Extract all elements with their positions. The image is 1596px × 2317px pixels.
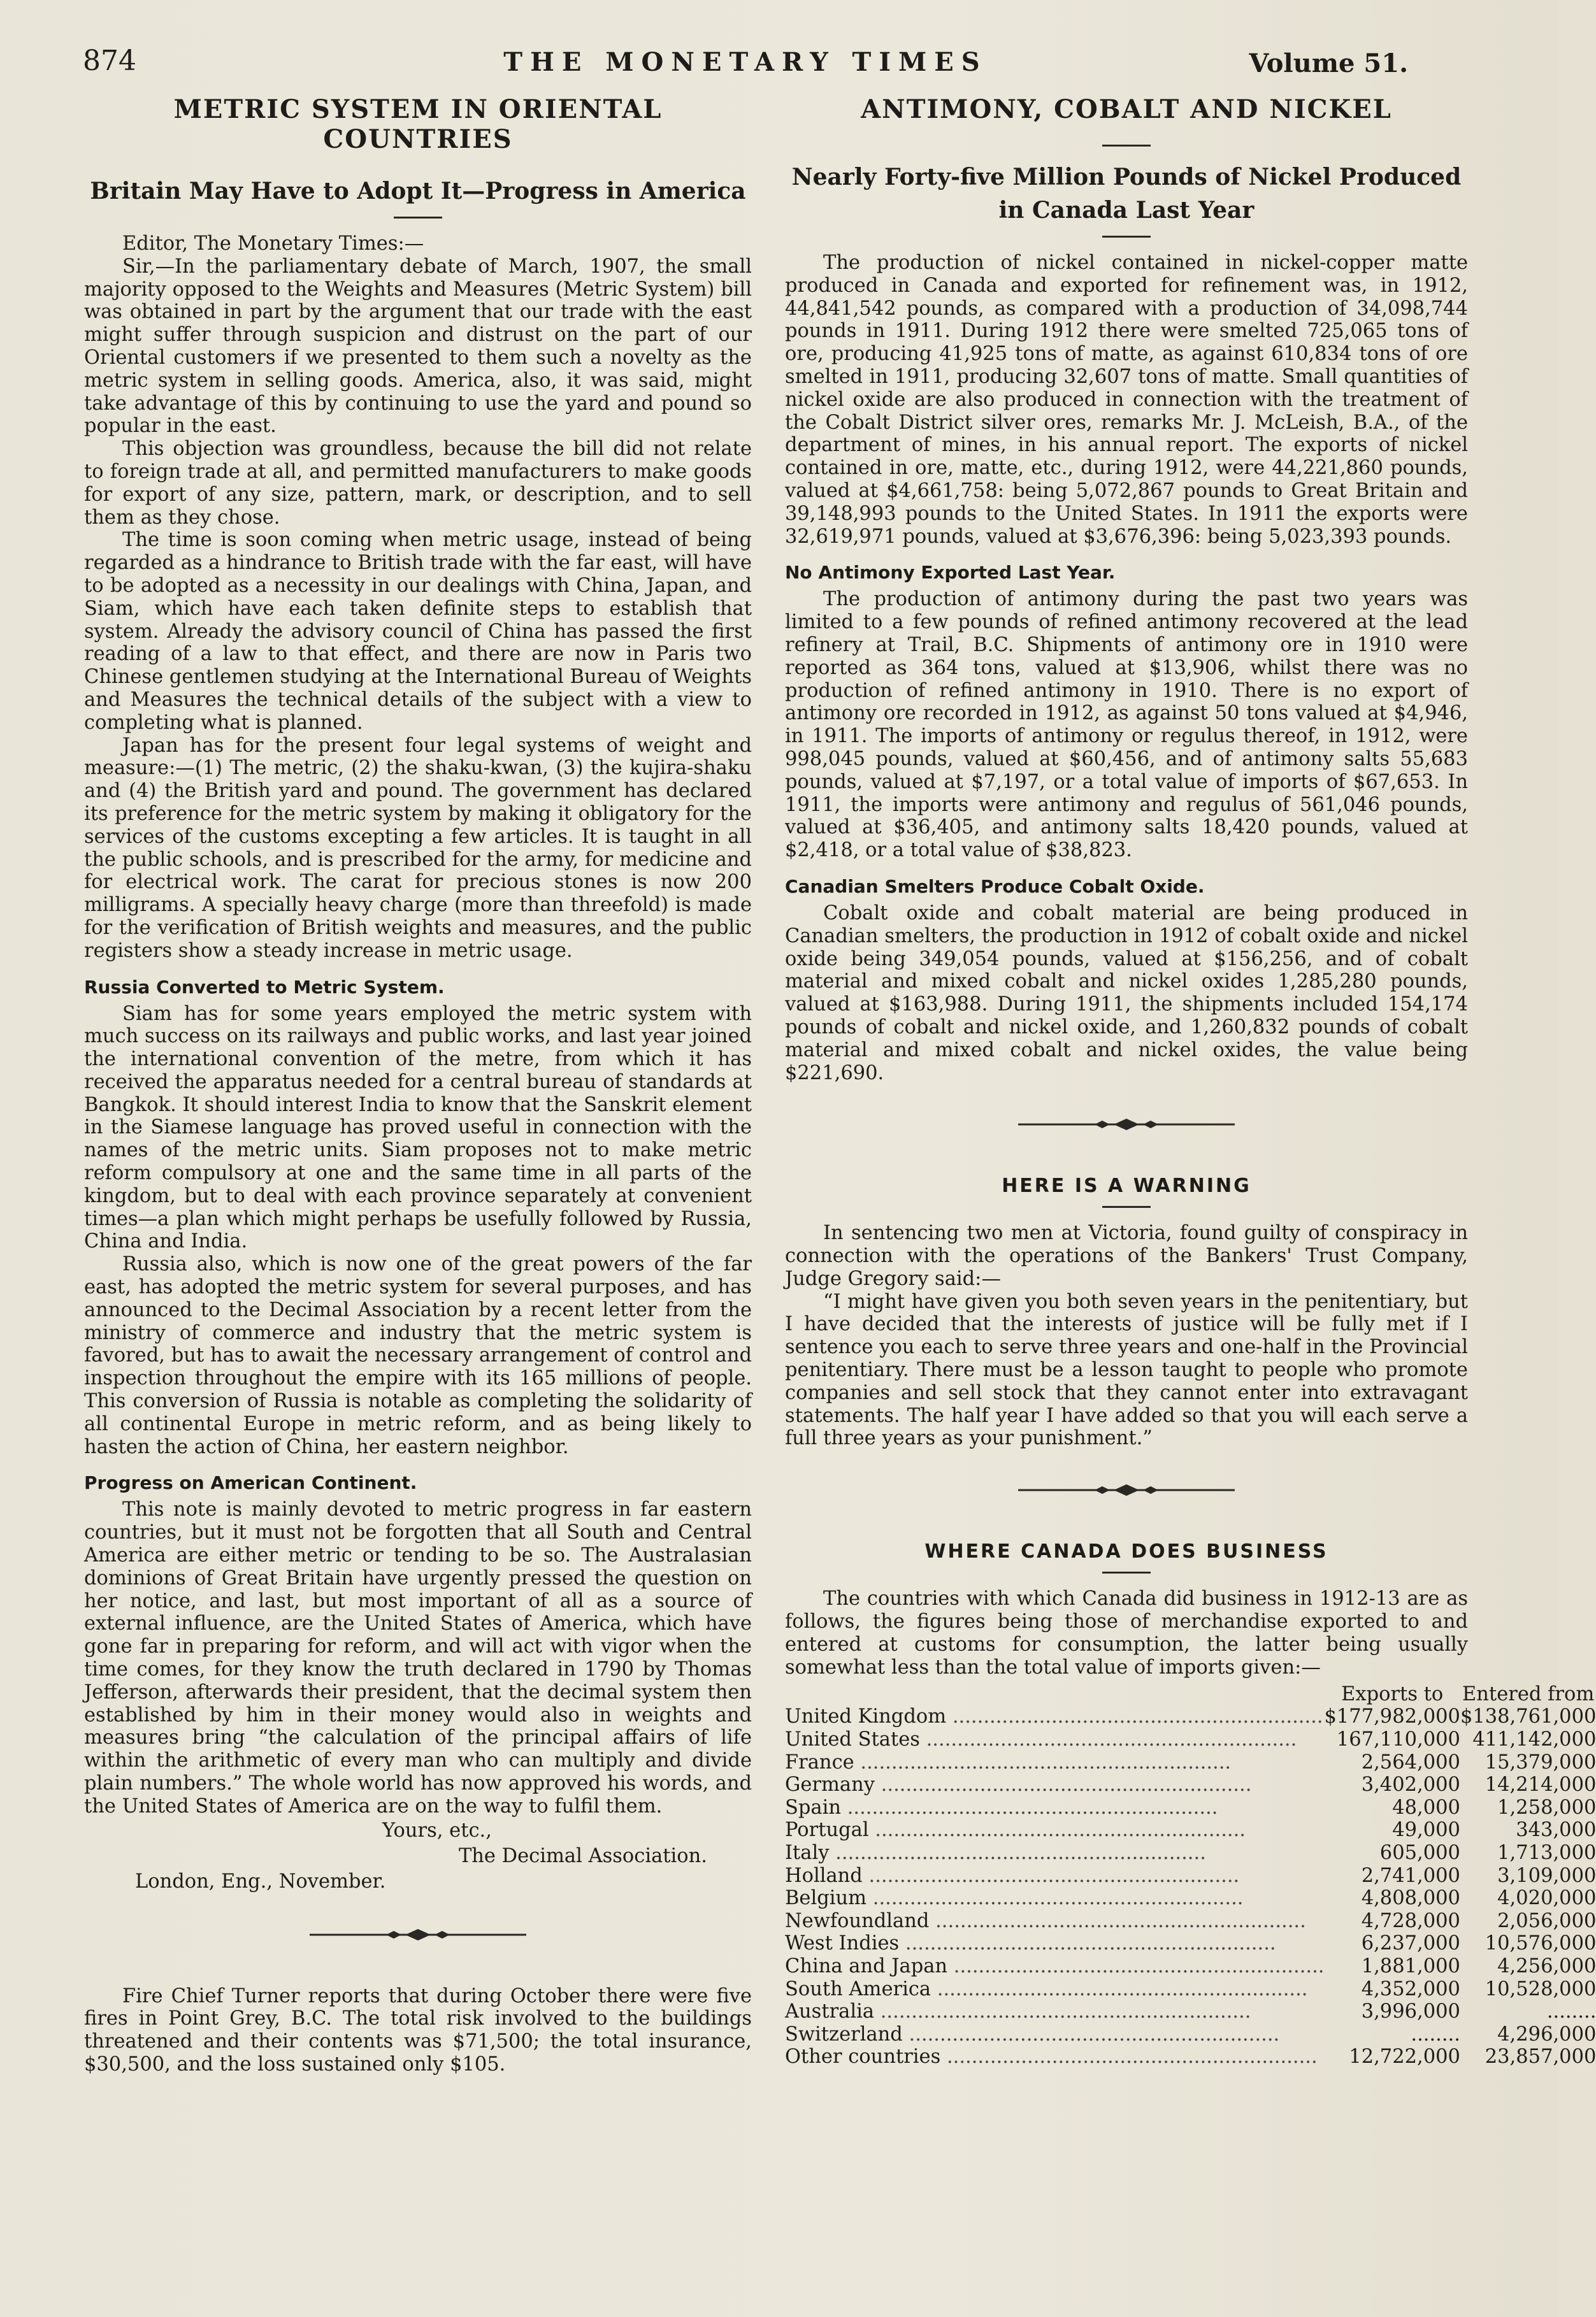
- entered-cell: 4,256,000: [1497, 1955, 1596, 1977]
- paragraph: This objection was groundless, because the bill did not relate to foreign trade at all, and permitted manufacturers to make goods for export of any size, pattern, mark, or description, and to sell them as they chose.: [84, 438, 752, 529]
- leader-dots: ............................................................: [866, 1887, 1244, 1910]
- table-row: [785, 1910, 1596, 1933]
- metric-article-subtitle: Britain May Have to Adopt It—Progress in America: [90, 178, 746, 204]
- leader-dots: ............................................................: [940, 2046, 1318, 2069]
- table-row: [785, 1728, 1596, 1751]
- entered-cell: 411,142,000: [1472, 1728, 1596, 1751]
- divider: [394, 217, 442, 219]
- leader-dots: ............................................................: [854, 1751, 1232, 1774]
- country-name: China and Japan: [785, 1955, 948, 1977]
- leader-dots: ............................................................: [929, 1909, 1306, 1932]
- country-name: Belgium: [785, 1887, 867, 1910]
- business-title: WHERE CANADA DOES BUSINESS: [924, 1540, 1328, 1563]
- paragraph: Fire Chief Turner reports that during October there were five fires in Point Grey, B.C. The total risk involved to the buildings threatened and their contents was $71,500; the total insurance, $30,500, and the loss sustained only $105.: [84, 1984, 752, 2076]
- left-column: [84, 94, 752, 2076]
- table-row: [785, 1751, 1596, 1774]
- country-cell: [785, 1728, 1324, 1751]
- leader-dots: ............................................................: [902, 2023, 1280, 2046]
- country-name: Germany: [785, 1774, 875, 1797]
- country-cell: [785, 2000, 1324, 2023]
- paragraph: The countries with which Canada did business in 1912-13 are as follows, the figures being those of merchandise exported to and entered at customs for consumption, the latter being usually somewhat less than the total value of imports given:—: [785, 1588, 1468, 1679]
- entered-cell: ........: [1546, 2000, 1596, 2023]
- entered-cell: 4,020,000: [1497, 1887, 1596, 1910]
- exports-cell: 2,564,000: [1361, 1751, 1460, 1774]
- leader-dots: ............................................................: [862, 1864, 1240, 1887]
- entered-cell: $138,761,000: [1460, 1705, 1596, 1728]
- exports-cell: 49,000: [1392, 1819, 1460, 1842]
- divider: [1102, 145, 1151, 147]
- trade-table-body: [785, 1705, 1596, 2069]
- leader-dots: ............................................................: [919, 1728, 1297, 1751]
- entered-cell: 1,258,000: [1497, 1796, 1596, 1819]
- leader-dots: ............................................................: [947, 1955, 1325, 1977]
- country-name: Spain: [785, 1796, 842, 1819]
- section-heading: Progress on American Continent.: [84, 1472, 417, 1494]
- country-name: United States: [785, 1728, 920, 1751]
- country-name: United Kingdom: [785, 1705, 947, 1728]
- table-row: [785, 1705, 1596, 1728]
- page-header: [83, 45, 1408, 83]
- paragraph: Siam has for some years employed the metric system with much success on its railways and public works, and last year joined the international convention of the metre, from which it has received the apparatus needed for a central bureau of standards at Bangkok. It should interest India to know that the Sanskrit element in the Siamese language has proved useful in connection with the names of the metric units. Siam proposes not to make metric reform compulsory at one and the same time in all parts of the kingdom, but to deal with each province separately at convenient times—a plan which might perhaps be usefully followed by Russia, China and India.: [84, 1002, 752, 1253]
- divider: [1102, 1572, 1151, 1574]
- leader-dots: ............................................................: [946, 1705, 1323, 1728]
- table-row: [785, 2023, 1596, 2046]
- paragraph: The time is soon coming when metric usage, instead of being regarded as a hindrance to British trade with the far east, will have to be adopted as a necessity in our dealings with China, Japan, and Siam, which have each taken definite steps to establish that system. Already the advisory council of China has passed the first reading of a law to that effect, and there are now in Paris two Chinese gentlemen studying at the International Bureau of Weights and Measures the technical details of the subject with a view to completing what is planned.: [84, 529, 752, 734]
- entered-header: Entered from: [1462, 1683, 1595, 1706]
- leader-dots: ............................................................: [841, 1796, 1218, 1819]
- paragraph: In sentencing two men at Victoria, found guilty of conspiracy in connection with the operations of the Bankers' Trust Company, Judge Gregory said:—: [785, 1222, 1468, 1290]
- country-cell: [785, 1774, 1324, 1797]
- paragraph: The production of antimony during the past two years was limited to a few pounds of refined antimony recovered at the lead refinery at Trail, B.C. Shipments of antimony ore in 1910 were reported as 364 tons, valued at $13,906, whilst there was no production of refined antimony in 1910. There is no export of antimony ore recorded in 1912, as against 50 tons valued at $4,946, in 1911. The imports of antimony or regulus thereof, in 1912, were 998,045 pounds, valued at $60,456, and of antimony salts 55,683 pounds, valued at $7,197, or a total value of imports of $67,653. In 1911, the imports were antimony and regulus of 561,046 pounds, valued at $36,405, and antimony salts 18,420 pounds, valued at $2,418, or a total value of $38,823.: [785, 588, 1468, 862]
- exports-cell: 6,237,000: [1361, 1932, 1460, 1955]
- leader-dots: ............................................................: [931, 1977, 1308, 2000]
- country-name: Newfoundland: [785, 1909, 930, 1932]
- table-row: [785, 2046, 1596, 2069]
- country-name: Switzerland: [785, 2023, 903, 2046]
- entered-cell: 4,296,000: [1497, 2023, 1596, 2046]
- country-name: Other countries: [785, 2046, 941, 2069]
- divider: [1102, 1206, 1151, 1208]
- country-cell: [785, 1842, 1324, 1865]
- salutation: Editor, The Monetary Times:—: [122, 233, 424, 255]
- exports-cell: 167,110,000: [1336, 1728, 1460, 1751]
- exports-cell: 4,808,000: [1361, 1887, 1460, 1910]
- leader-dots: ............................................................: [829, 1842, 1206, 1865]
- metric-article-title: METRIC SYSTEM IN ORIENTAL COUNTRIES: [173, 94, 663, 154]
- paragraph: The production of nickel contained in nickel-copper matte produced in Canada and exported for refinement was, in 1912, 44,841,542 pounds, as compared with a production of 34,098,744 pounds in 1911. During 1912 there were smelted 725,065 tons of ore, producing 41,925 tons of matte, as against 610,834 tons of ore smelted in 1911, producing 32,607 tons of matte. Small quantities of nickel oxide are also produced in connection with the treatment of the Cobalt District silver ores, remarks Mr. J. McLeish, B.A., of the department of mines, in his annual report. The exports of nickel contained in ore, matte, etc., during 1912, were 44,221,860 pounds, valued at $4,661,758: being 5,072,867 pounds to Great Britain and 39,148,993 pounds to the United States. In 1911 the exports were 32,619,971 pounds, valued at $3,676,396: being 5,023,393 pounds.: [785, 252, 1468, 548]
- exports-cell: $177,982,000: [1324, 1705, 1460, 1728]
- entered-cell: 343,000: [1516, 1819, 1596, 1842]
- exports-cell: 1,881,000: [1361, 1955, 1460, 1977]
- trade-table: [785, 1684, 1596, 2069]
- country-cell: [785, 1978, 1324, 2001]
- country-name: Australia: [785, 2000, 875, 2023]
- table-row: [785, 1978, 1596, 2001]
- ornament-divider: [1018, 1481, 1235, 1500]
- signature-place: London, Eng., November.: [135, 1870, 386, 1893]
- entered-cell: 15,379,000: [1485, 1751, 1596, 1774]
- page-number: 874: [83, 45, 136, 77]
- table-row: [785, 2000, 1596, 2023]
- table-row: [785, 1887, 1596, 1910]
- nickel-article-subtitle: Nearly Forty-five Million Pounds of Nickel Produced in Canada Last Year: [791, 164, 1462, 224]
- country-name: Portugal: [785, 1819, 869, 1842]
- country-name: Holland: [785, 1864, 863, 1887]
- entered-cell: 10,528,000: [1485, 1977, 1596, 2000]
- paragraph: Russia also, which is now one of the great powers of the far east, has adopted the metric system for several purposes, and has announced to the Decimal Association by a recent letter from the ministry of commerce and industry that the metric system is favored, but has to await the necessary arrangement of control and inspection throughout the empire with its 165 millions of people. This conversion of Russia is notable as completing the solidarity of all continental Europe in metric reform, and as being likely to hasten the action of China, her eastern neighbor.: [84, 1253, 752, 1458]
- country-cell: [785, 1797, 1324, 1819]
- volume-label: Volume 51.: [1249, 48, 1408, 78]
- country-cell: [785, 1955, 1324, 1978]
- country-header: [785, 1684, 1324, 1705]
- paragraph: Sir,—In the parliamentary debate of March, 1907, the small majority opposed to the Weights and Measures (Metric System) bill was obtained in part by the argument that our trade with the east might suffer through suspicion and distrust on the part of our Oriental customers if we presented to them such a novelty as the metric system in selling goods. America, also, it was said, might take advantage of this by continuing to use the yard and pound so popular in the east.: [84, 255, 752, 438]
- table-row: [785, 1932, 1596, 1955]
- leader-dots: ............................................................: [899, 1932, 1276, 1955]
- country-cell: [785, 1910, 1324, 1933]
- divider: [1102, 236, 1151, 238]
- paragraph: Japan has for the present four legal systems of weight and measure:—(1) The metric, (2) the shaku-kwan, (3) the kujira-shaku and (4) the British yard and pound. The government has declared its preference for the metric system by making it obligatory for the services of the customs excepting a few articles. It is taught in all the public schools, and is prescribed for the army, for medicine and for electrical work. The carat for precious stones is now 200 milligrams. A specially heavy charge (more than threefold) is made for the verification of British weights and measures, and the public registers show a steady increase in metric usage.: [84, 734, 752, 962]
- country-name: South America: [785, 1977, 931, 2000]
- leader-dots: ............................................................: [874, 2000, 1251, 2023]
- country-cell: [785, 1865, 1324, 1888]
- entered-cell: 3,109,000: [1497, 1864, 1596, 1887]
- exports-header: Exports to: [1341, 1683, 1444, 1706]
- exports-cell: 4,352,000: [1361, 1977, 1460, 2000]
- country-cell: [785, 1932, 1324, 1955]
- leader-dots: ............................................................: [868, 1819, 1246, 1842]
- exports-cell: 3,996,000: [1361, 2000, 1460, 2023]
- country-name: France: [785, 1751, 854, 1774]
- country-cell: [785, 1705, 1324, 1728]
- paragraph: Cobalt oxide and cobalt material are being produced in Canadian smelters, the production in 1912 of cobalt oxide and nickel oxide being 349,054 pounds, valued at $156,256, and of cobalt material and mixed cobalt and nickel oxides 1,285,280 pounds, valued at $163,988. During 1911, the shipments included 154,174 pounds of cobalt and nickel oxide, and 1,260,832 pounds of cobalt material and mixed cobalt and nickel oxides, the value being $221,690.: [785, 901, 1468, 1084]
- table-row: [785, 1774, 1596, 1797]
- entered-cell: 10,576,000: [1485, 1932, 1596, 1955]
- paragraph: This note is mainly devoted to metric progress in far eastern countries, but it must not be forgotten that all South and Central America are either metric or tending to be so. The Australasian dominions of Great Britain have urgently pressed the question on her notice, and last, but most important of all as a source of external influence, are the United States of America, which have gone far in preparing for reform, and will act with vigor when the time comes, for they know the truth declared in 1790 by Thomas Jefferson, afterwards their president, that the decimal system then established by him in their money would also in weights and measures bring “the calculation of the principal affairs of life within the arithmetic of every man who can multiply and divide plain numbers.” The whole world has now approved his words, and the United States of America are on the way to fulfil them.: [84, 1498, 752, 1818]
- right-column: [785, 94, 1596, 2069]
- warning-title: HERE IS A WARNING: [1002, 1175, 1251, 1198]
- exports-cell: 4,728,000: [1361, 1909, 1460, 1932]
- signature-association: The Decimal Association.: [458, 1844, 707, 1867]
- exports-cell: 605,000: [1379, 1842, 1460, 1865]
- table-row: [785, 1819, 1596, 1842]
- ornament-divider: [310, 1925, 526, 1944]
- table-row: [785, 1865, 1596, 1888]
- entered-cell: 1,713,000: [1497, 1842, 1596, 1865]
- exports-cell: 48,000: [1392, 1796, 1460, 1819]
- country-cell: [785, 2046, 1324, 2069]
- country-cell: [785, 1751, 1324, 1774]
- signature-yours: Yours, etc.,: [382, 1819, 492, 1842]
- table-row: [785, 1842, 1596, 1865]
- entered-cell: 14,214,000: [1485, 1774, 1596, 1797]
- country-cell: [785, 1887, 1324, 1910]
- table-row: [785, 1955, 1596, 1978]
- section-heading: No Antimony Exported Last Year.: [785, 562, 1116, 584]
- section-heading: Russia Converted to Metric System.: [84, 976, 445, 998]
- exports-cell: 12,722,000: [1349, 2046, 1460, 2069]
- exports-cell: 2,741,000: [1361, 1864, 1460, 1887]
- nickel-article-title: ANTIMONY, COBALT AND NICKEL: [861, 94, 1392, 124]
- country-name: Italy: [785, 1842, 830, 1865]
- exports-cell: ........: [1411, 2023, 1460, 2046]
- ornament-divider: [1018, 1115, 1235, 1134]
- table-header-row: [785, 1684, 1596, 1705]
- entered-cell: 2,056,000: [1497, 1909, 1596, 1932]
- leader-dots: ............................................................: [874, 1774, 1252, 1797]
- section-heading: Canadian Smelters Produce Cobalt Oxide.: [785, 875, 1205, 897]
- entered-cell: 23,857,000: [1485, 2046, 1596, 2069]
- exports-cell: 3,402,000: [1361, 1774, 1460, 1797]
- masthead: THE MONETARY TIMES: [503, 47, 988, 77]
- country-name: West Indies: [785, 1932, 900, 1955]
- table-row: [785, 1797, 1596, 1819]
- country-cell: [785, 1819, 1324, 1842]
- country-cell: [785, 2023, 1324, 2046]
- paragraph: “I might have given you both seven years in the penitentiary, but I have decided that the interests of justice will be fully met if I sentence you each to serve three years and one-half in the Provincial penitentiary. There must be a lesson taught to people who promote companies and sell stock that they cannot enter into extravagant statements. The half year I have added so that you will each serve a full three years as your punishment.”: [785, 1290, 1468, 1450]
